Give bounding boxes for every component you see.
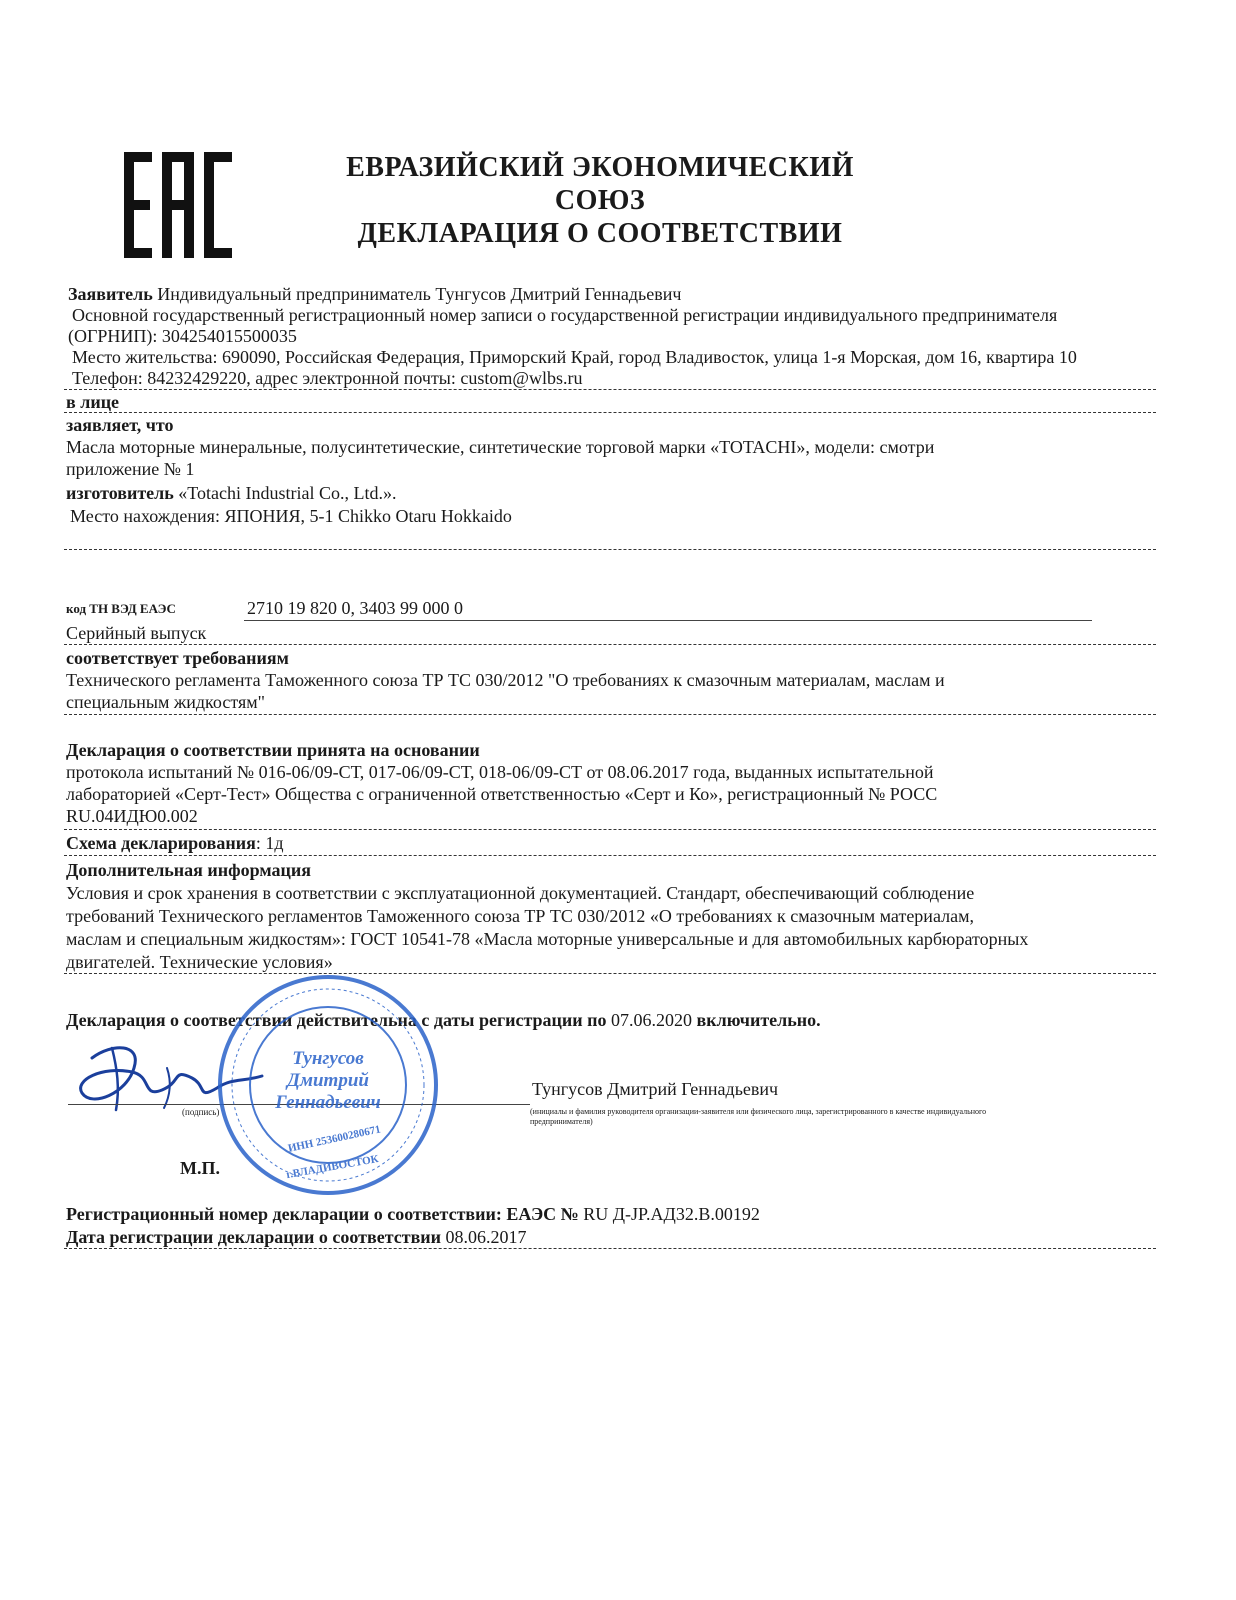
serial-release: Серийный выпуск <box>66 623 207 643</box>
divider <box>64 714 1156 715</box>
basis-line-2: лабораторией «Серт-Тест» Общества с ограниченной ответственностью «Серт и Ко», регистрационный № РОСС <box>66 784 938 804</box>
applicant-label: Заявитель <box>68 284 153 304</box>
scheme-label: Схема декларирования <box>66 833 256 853</box>
stamp-center-line-1: Тунгусов <box>292 1048 364 1069</box>
signer-name: Тунгусов Дмитрий Геннадьевич <box>532 1079 779 1099</box>
validity-label: Декларация о соответствии действительна с даты регистрации по <box>66 1010 607 1030</box>
conforms-label: соответствует требованиям <box>66 648 289 668</box>
registration-date-value: 08.06.2017 <box>445 1227 527 1247</box>
manufacturer-value: «Totachi Industrial Co., Ltd.». <box>178 483 397 503</box>
registration-number-row <box>66 1204 760 1225</box>
additional-line-3: маслам и специальным жидкостям»: ГОСТ 10541-78 «Масла моторные универсальные и для автомобильных карбюраторных <box>66 929 1029 949</box>
divider <box>64 644 1156 645</box>
applicant-row <box>68 284 681 305</box>
divider <box>64 549 1156 550</box>
in-person-label: в лице <box>66 392 120 412</box>
scheme-value: : 1д <box>255 833 284 853</box>
stamp-city: г.ВЛАДИВОСТОК <box>285 1153 380 1182</box>
header-line-1: ЕВРАЗИЙСКИЙ ЭКОНОМИЧЕСКИЙ <box>346 152 854 183</box>
additional-line-4: двигателей. Технические условия» <box>66 952 333 972</box>
product-line-2: приложение № 1 <box>66 459 195 479</box>
applicant-address: Место жительства: 690090, Российская Федерация, Приморский Край, город Владивосток, улица 1-я Морская, дом 16, квартира 10 <box>72 347 1077 367</box>
divider <box>64 829 1156 830</box>
applicant-ogrnip-line-1: Основной государственный регистрационный номер записи о государственной регистрации индивидуального предпринимателя <box>72 305 1058 325</box>
tn-ved-value: 2710 19 820 0, 3403 99 000 0 <box>247 598 463 618</box>
seal-place-label: М.П. <box>180 1158 220 1178</box>
manufacturer-label: изготовитель <box>66 483 174 503</box>
divider <box>64 1248 1156 1249</box>
validity-date: 07.06.2020 <box>611 1010 693 1030</box>
conforms-line-1: Технического регламента Таможенного союза ТР ТС 030/2012 "О требованиях к смазочным материалам, маслам и <box>66 670 945 690</box>
divider <box>64 389 1156 390</box>
signer-name-caption: (инициалы и фамилия руководителя организации-заявителя или физического лица, зарегистрированного в качестве индивидуального предпринимателя) <box>530 1107 987 1126</box>
scheme-row <box>66 833 284 854</box>
product-line-1: Масла моторные минеральные, полусинтетические, синтетические торговой марки «TOTACHI», модели: смотри <box>66 437 935 457</box>
signature-caption: (подпись) <box>182 1107 220 1117</box>
conforms-line-2: специальным жидкостям" <box>66 692 265 712</box>
basis-line-3: RU.04ИДЮ0.002 <box>66 806 198 826</box>
applicant-value: Индивидуальный предприниматель Тунгусов Дмитрий Геннадьевич <box>157 284 682 304</box>
stamp-center-line-2: Дмитрий <box>287 1070 369 1091</box>
header-line-2: СОЮЗ <box>554 185 646 216</box>
additional-line-2: требований Технического регламентов Таможенного союза ТР ТС 030/2012 «О требованиях к смазочным материалам, <box>66 906 974 926</box>
validity-row <box>66 1010 821 1031</box>
additional-label: Дополнительная информация <box>66 860 311 880</box>
declares-label: заявляет, что <box>66 415 174 435</box>
registration-date-label: Дата регистрации декларации о соответствии <box>66 1227 442 1247</box>
tn-ved-label: код ТН ВЭД ЕАЭС <box>66 601 176 616</box>
stamp-inn: ИНН 253600280671 <box>286 1123 382 1155</box>
header-line-3: ДЕКЛАРАЦИЯ О СООТВЕТСТВИИ <box>357 218 843 249</box>
round-seal-stamp <box>215 972 441 1198</box>
divider <box>64 855 1156 856</box>
manufacturer-row <box>66 483 397 504</box>
applicant-ogrnip-line-2: (ОГРНИП): 304254015500035 <box>68 326 297 346</box>
stamp-center-line-3: Геннадьевич <box>275 1092 381 1113</box>
divider <box>64 412 1156 413</box>
validity-suffix: включительно. <box>696 1010 821 1030</box>
registration-number-label: Регистрационный номер декларации о соответствии: ЕАЭС № <box>66 1204 579 1224</box>
basis-label: Декларация о соответствии принята на основании <box>66 740 480 760</box>
applicant-contacts: Телефон: 84232429220, адрес электронной почты: custom@wlbs.ru <box>72 368 583 388</box>
manufacturer-location: Место нахождения: ЯПОНИЯ, 5-1 Chikko Otaru Hokkaido <box>70 506 512 526</box>
tn-ved-underline <box>244 620 1092 621</box>
basis-line-1: протокола испытаний № 016-06/09-СТ, 017-06/09-СТ, 018-06/09-СТ от 08.06.2017 года, выданных испытательной <box>66 762 934 782</box>
registration-date-row <box>66 1227 527 1248</box>
eac-mark-icon <box>122 152 234 258</box>
additional-line-1: Условия и срок хранения в соответствии с эксплуатационной документацией. Стандарт, обеспечивающий соблюдение <box>66 883 975 903</box>
registration-number-value: RU Д-JP.АД32.В.00192 <box>583 1204 760 1224</box>
